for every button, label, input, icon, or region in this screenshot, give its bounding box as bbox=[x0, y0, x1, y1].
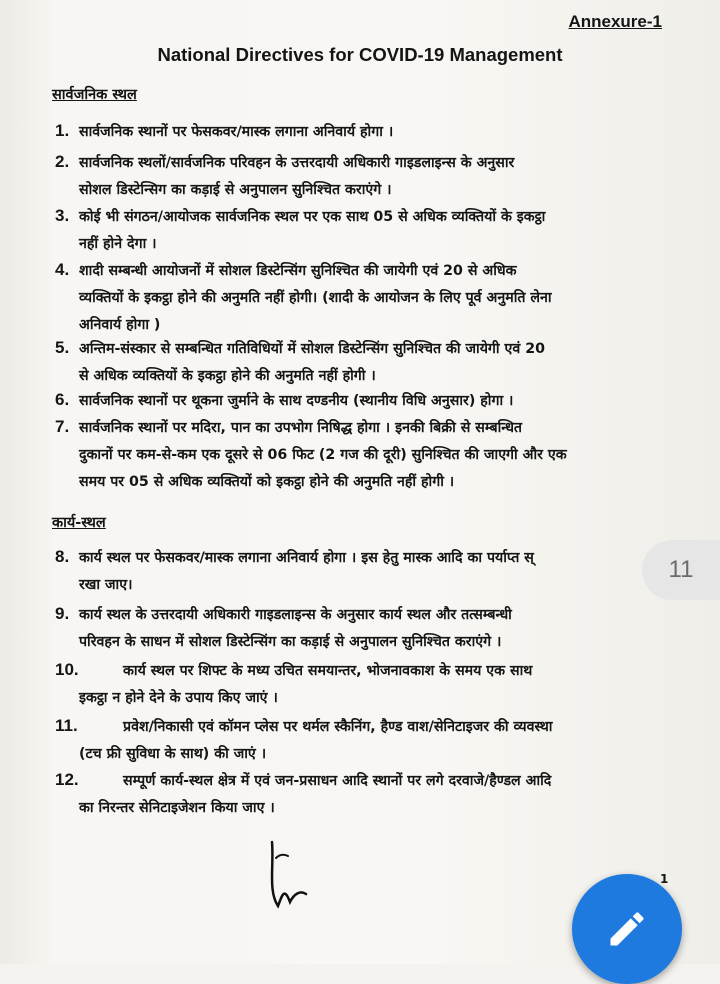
item-text bbox=[79, 124, 393, 140]
list-item bbox=[55, 600, 675, 656]
item-text bbox=[123, 773, 551, 789]
item-line: (टच फ्री सुविधा के साथ) की जाएं । bbox=[79, 746, 267, 762]
item-number: 9. bbox=[55, 604, 70, 623]
item-text bbox=[79, 209, 545, 225]
item-line: अनिवार्य होगा ) bbox=[79, 317, 161, 333]
item-line: दुकानों पर कम-से-कम एक दूसरे से 06 फिट (2 गज की दूरी) सुनिश्चित की जाएगी और एक bbox=[79, 447, 567, 463]
item-number: 3. bbox=[55, 206, 70, 225]
item-text bbox=[79, 420, 522, 436]
item-line: का निरन्तर सेनिटाइजेशन किया जाए । bbox=[79, 800, 275, 816]
document-title: National Directives for COVID-19 Management bbox=[157, 44, 563, 65]
item-text bbox=[123, 719, 552, 735]
item-number: 6. bbox=[55, 390, 70, 409]
item-line: से अधिक व्यक्तियों के इकट्ठा होने की अनुमति नहीं होगी । bbox=[79, 368, 376, 384]
item-number: 4. bbox=[55, 260, 70, 279]
item-line: प्रवेश/निकासी एवं कॉमन प्लेस पर थर्मल स्कैनिंग, हैण्ड वाश/सेनिटाइजर की व्यवस्था bbox=[123, 719, 553, 735]
item-text bbox=[79, 341, 545, 357]
page-count-badge: 11 bbox=[642, 540, 720, 600]
list-item bbox=[55, 543, 675, 599]
list-item bbox=[55, 386, 675, 415]
item-number: 12. bbox=[55, 770, 79, 789]
item-text bbox=[79, 607, 512, 623]
item-line: सार्वजनिक स्थानों पर थूकना जुर्माने के साथ दण्डनीय (स्थानीय विधि अनुसार) होगा । bbox=[79, 393, 514, 409]
item-line: व्यक्तियों के इकट्ठा होने की अनुमति नहीं होगी। (शादी के आयोजन के लिए पूर्व अनुमति लेना bbox=[79, 290, 552, 306]
item-line: शादी सम्बन्धी आयोजनों में सोशल डिस्टेन्सिंग सुनिश्चित की जायेगी एवं 20 से अधिक bbox=[79, 263, 517, 279]
item-line: कार्य स्थल पर शिफ्ट के मध्य उचित समयान्तर, भोजनावकाश के समय एक साथ bbox=[123, 663, 533, 679]
item-text bbox=[79, 393, 513, 409]
section-heading-public-places: सार्वजनिक स्थल bbox=[52, 87, 137, 103]
page-number: 1 bbox=[660, 872, 669, 886]
list-item bbox=[55, 202, 675, 258]
annexure-label: Annexure-1 bbox=[568, 12, 662, 31]
signature-icon bbox=[262, 836, 332, 920]
pencil-icon bbox=[605, 907, 649, 951]
item-number: 2. bbox=[55, 152, 70, 171]
item-number: 1. bbox=[55, 121, 70, 140]
item-text bbox=[79, 263, 517, 279]
item-line: समय पर 05 से अधिक व्यक्तियों को इकट्ठा होने की अनुमति नहीं होगी । bbox=[79, 474, 455, 490]
item-line: सार्वजनिक स्थानों पर मदिरा, पान का उपभोग निषिद्ध होगा । इनकी बिक्री से सम्बन्धित bbox=[79, 420, 523, 436]
list-item bbox=[55, 256, 675, 339]
section-heading-workplace: कार्य-स्थल bbox=[52, 515, 106, 531]
list-item bbox=[55, 413, 675, 496]
item-line: परिवहन के साधन में सोशल डिस्टेन्सिंग का कड़ाई से अनुपालन सुनिश्चित कराएंगे । bbox=[79, 634, 502, 650]
item-text bbox=[79, 155, 514, 171]
item-line: कार्य स्थल पर फेसकवर/मास्क लगाना अनिवार्य होगा । इस हेतु मास्क आदि का पर्याप्त स् bbox=[79, 550, 534, 566]
item-line: कार्य स्थल के उत्तरदायी अधिकारी गाइडलाइन्स के अनुसार कार्य स्थल और तत्सम्बन्धी bbox=[79, 607, 512, 623]
item-text bbox=[79, 550, 534, 566]
item-line: अन्तिम-संस्कार से सम्बन्धित गतिविधियों में सोशल डिस्टेन्सिंग सुनिश्चित की जायेगी एवं 20 bbox=[79, 341, 545, 357]
item-line: कोई भी संगठन/आयोजक सार्वजनिक स्थल पर एक साथ 05 से अधिक व्यक्तियों के इकट्ठा bbox=[79, 209, 546, 225]
item-line: इकट्ठा न होने देने के उपाय किए जाएं । bbox=[79, 690, 278, 706]
item-line: सोशल डिस्टेन्सिग का कड़ाई से अनुपालन सुनिश्चित कराएंगे । bbox=[79, 182, 392, 198]
item-number: 8. bbox=[55, 547, 70, 566]
edit-button[interactable] bbox=[572, 874, 682, 984]
list-item bbox=[55, 712, 675, 768]
item-number: 7. bbox=[55, 417, 70, 436]
item-number: 10. bbox=[55, 660, 79, 679]
item-line: सार्वजनिक स्थानों पर फेसकवर/मास्क लगाना अनिवार्य होगा । bbox=[79, 124, 394, 140]
item-line: रखा जाए। bbox=[79, 577, 133, 593]
item-line: सम्पूर्ण कार्य-स्थल क्षेत्र में एवं जन-प्रसाधन आदि स्थानों पर लगे दरवाजे/हैण्डल आदि bbox=[123, 773, 552, 789]
item-number: 11. bbox=[55, 716, 78, 735]
list-item bbox=[55, 766, 675, 822]
item-line: सार्वजनिक स्थलों/सार्वजनिक परिवहन के उत्तरदायी अधिकारी गाइडलाइन्स के अनुसार bbox=[79, 155, 515, 171]
list-item bbox=[55, 334, 675, 390]
item-number: 5. bbox=[55, 338, 70, 357]
item-text bbox=[123, 663, 532, 679]
list-item bbox=[55, 656, 675, 712]
list-item bbox=[55, 148, 675, 204]
item-line: नहीं होने देगा । bbox=[79, 236, 157, 252]
list-item bbox=[55, 117, 675, 146]
